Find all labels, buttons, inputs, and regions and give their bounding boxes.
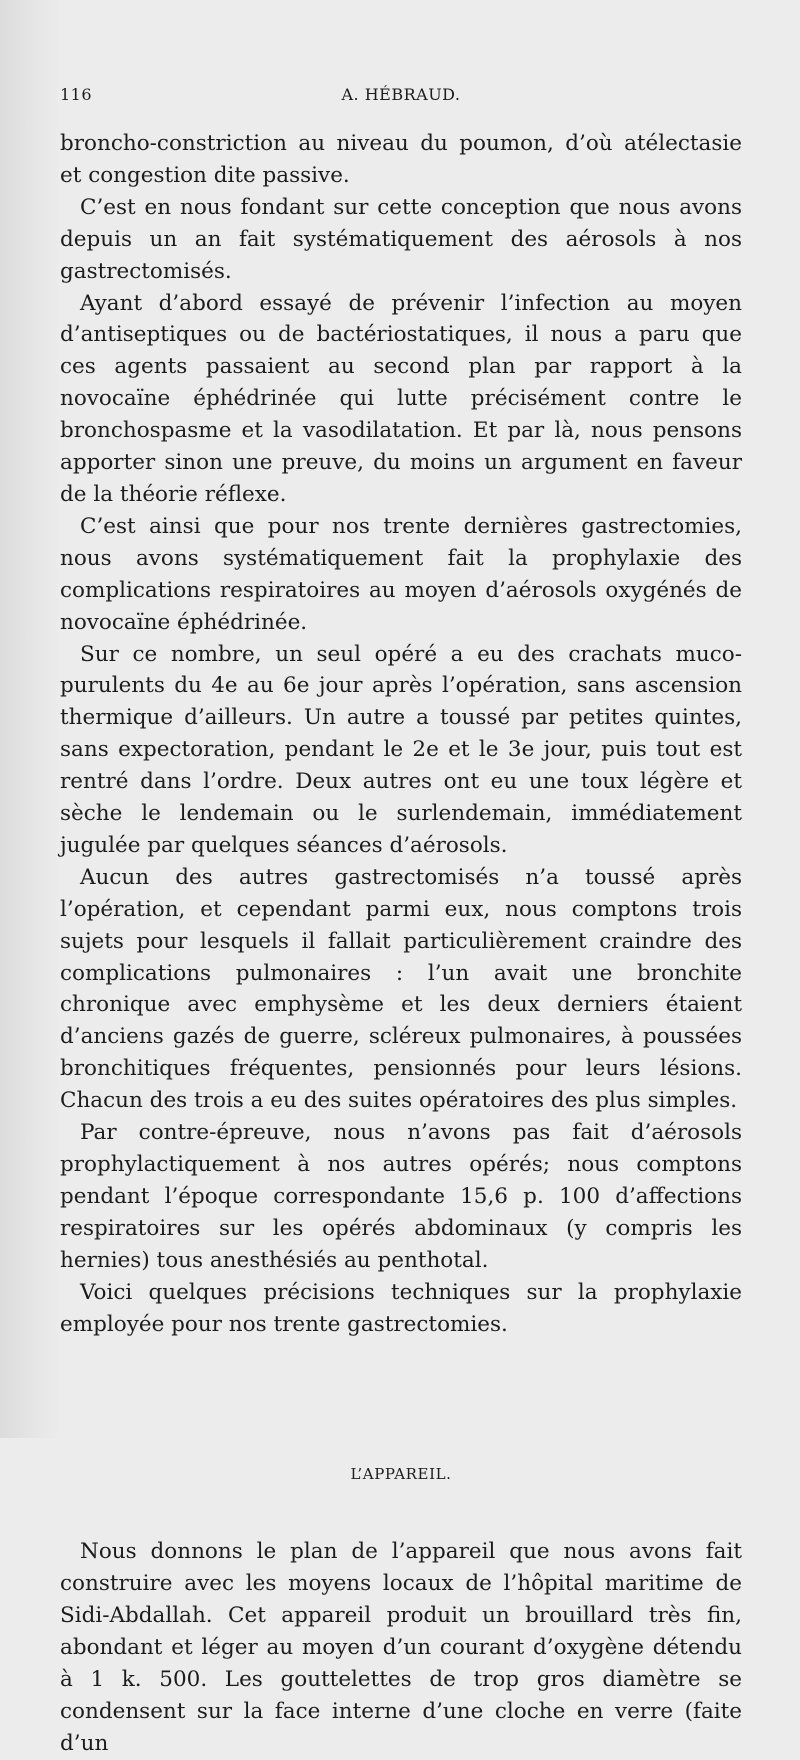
paragraph: broncho-constriction au niveau du poumon, d’où atélectasie et congestion dite passive. [60, 131, 742, 188]
section-heading: L’APPAREIL. [350, 1465, 452, 1484]
paragraph: Par contre-épreuve, nous n’avons pas fait d’aérosols prophylactiquement à nos autres opérés; nous comptons pendant l’époque correspondante 15,6 p. 100 d’affections respiratoires sur les opérés abdominaux (y compris les hernies) tous anesthésiés au penthotal. [60, 1120, 742, 1273]
book-page [60, 80, 742, 1760]
paragraph: Nous donnons le plan de l’appareil que nous avons fait construire avec les moyens locaux de l’hôpital maritime de Sidi-Abdallah. Cet appareil produit un brouillard très fin, abondant et léger au moyen d’un courant d’oxygène détendu à 1 k. 500. Les gouttelettes de trop gros diamètre se condensent sur la face interne d’une cloche en verre (faite d’un [60, 1539, 742, 1756]
running-head-title: A. HÉBRAUD. [341, 85, 461, 104]
paragraph: C’est ainsi que pour nos trente dernières gastrectomies, nous avons systématiquement fait la prophylaxie des complications respiratoires au moyen d’aérosols oxygénés de novocaïne éphédrinée. [60, 513, 742, 635]
running-head [60, 80, 742, 110]
page-number: 116 [60, 85, 93, 104]
paragraph: Aucun des autres gastrectomisés n’a toussé après l’opération, et cependant parmi eux, nous comptons trois sujets pour lesquels il fallait particulièrement craindre des complications pulmonaires : l’un avait une bronchite chronique avec emphysème et les deux derniers étaient d’anciens gazés de guerre, scléreux pulmonaires, à poussées bronchitiques fréquentes, pensionnés pour leurs lésions. Chacun des trois a eu des suites opératoires des plus simples. [60, 864, 742, 1114]
scan-edge-shadow [0, 0, 60, 1438]
paragraph: Ayant d’abord essayé de prévenir l’infection au moyen d’antiseptiques ou de bactériostatiques, il nous a paru que ces agents passaient au second plan par rapport à la novocaïne éphédrinée qui lutte précisément contre le bronchospasme et la vasodilatation. Et par là, nous pensons apporter sinon une preuve, du moins un argument en faveur de la théorie réflexe. [60, 290, 742, 507]
body-text [60, 128, 742, 1760]
paragraph: C’est en nous fondant sur cette conception que nous avons depuis un an fait systématiquement des aérosols à nos gastrectomisés. [60, 194, 742, 284]
paragraph: Voici quelques précisions techniques sur la prophylaxie employée pour nos trente gastrectomies. [60, 1279, 742, 1337]
paragraph: Sur ce nombre, un seul opéré a eu des crachats muco-purulents du 4e au 6e jour après l’opération, sans ascension thermique d’ailleurs. Un autre a toussé par petites quintes, sans expectoration, pendant le 2e et le 3e jour, puis tout est rentré dans l’ordre. Deux autres ont eu une toux légère et sèche le lendemain ou le surlendemain, immédiatement jugulée par quelques séances d’aérosols. [60, 641, 742, 858]
